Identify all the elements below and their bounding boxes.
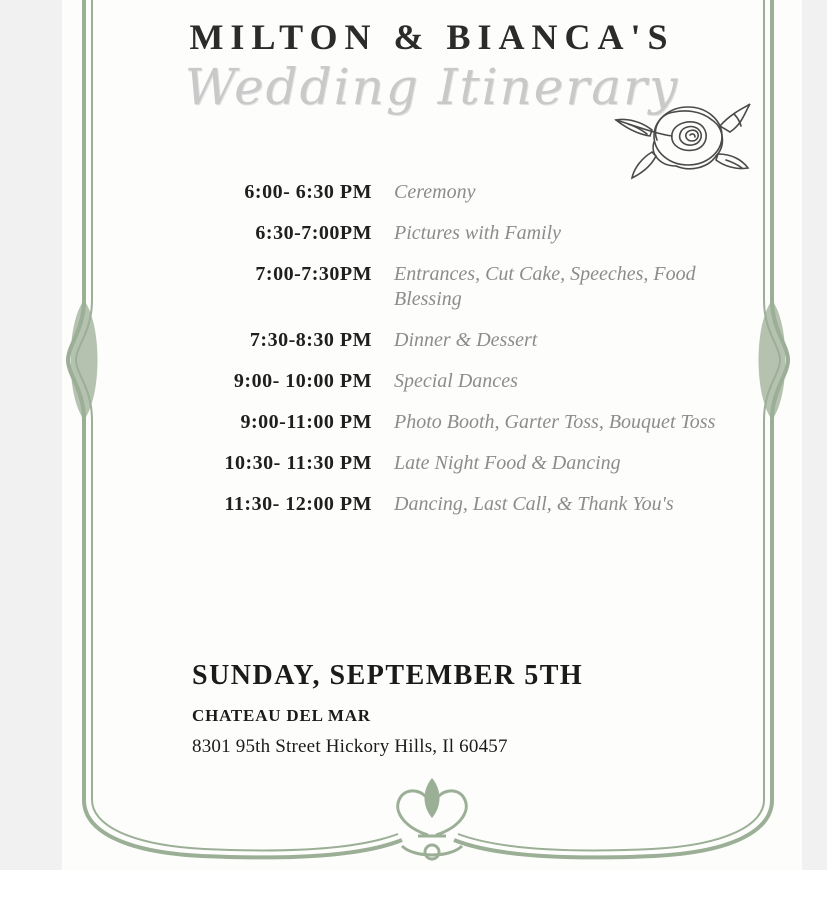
itinerary-time: 9:00- 10:00 PM — [233, 370, 372, 392]
rose-flourish-icon — [602, 92, 752, 182]
bottom-blank-area — [0, 870, 827, 912]
itinerary-time: 9:00-11:00 PM — [240, 411, 372, 433]
itinerary-row — [122, 369, 762, 394]
itinerary-list — [122, 180, 762, 533]
itinerary-description: Photo Booth, Garter Toss, Bouquet Toss — [394, 411, 716, 433]
event-venue: CHATEAU DEL MAR — [192, 706, 371, 725]
itinerary-row — [122, 180, 762, 205]
itinerary-row — [122, 262, 762, 312]
itinerary-description: Special Dances — [394, 370, 518, 392]
page-subtitle: Wedding Itinerary — [184, 58, 680, 116]
itinerary-time: 11:30- 12:00 PM — [224, 493, 372, 515]
left-margin — [0, 0, 62, 870]
itinerary-time: 10:30- 11:30 PM — [224, 452, 372, 474]
itinerary-description: Late Night Food & Dancing — [394, 452, 621, 474]
itinerary-row — [122, 451, 762, 476]
itinerary-row — [122, 410, 762, 435]
event-date: SUNDAY, SEPTEMBER 5TH — [192, 660, 584, 691]
itinerary-time: 6:00- 6:30 PM — [244, 181, 372, 203]
itinerary-description: Ceremony — [394, 181, 476, 203]
itinerary-row — [122, 328, 762, 353]
itinerary-time: 7:30-8:30 PM — [249, 329, 372, 351]
itinerary-description: Entrances, Cut Cake, Speeches, Food Blessing — [394, 263, 696, 310]
itinerary-description: Pictures with Family — [394, 222, 562, 244]
invitation-card — [62, 0, 802, 870]
event-address: 8301 95th Street Hickory Hills, Il 60457 — [192, 736, 508, 757]
itinerary-row — [122, 492, 762, 517]
itinerary-time: 7:00-7:30PM — [255, 263, 372, 285]
right-margin — [802, 0, 827, 870]
itinerary-description: Dancing, Last Call, & Thank You's — [394, 493, 674, 515]
page-title: MILTON & BIANCA'S — [189, 17, 675, 57]
itinerary-description: Dinner & Dessert — [394, 329, 538, 351]
itinerary-row — [122, 221, 762, 246]
event-details — [192, 660, 752, 758]
card-content — [62, 0, 802, 870]
itinerary-time: 6:30-7:00PM — [255, 222, 372, 244]
